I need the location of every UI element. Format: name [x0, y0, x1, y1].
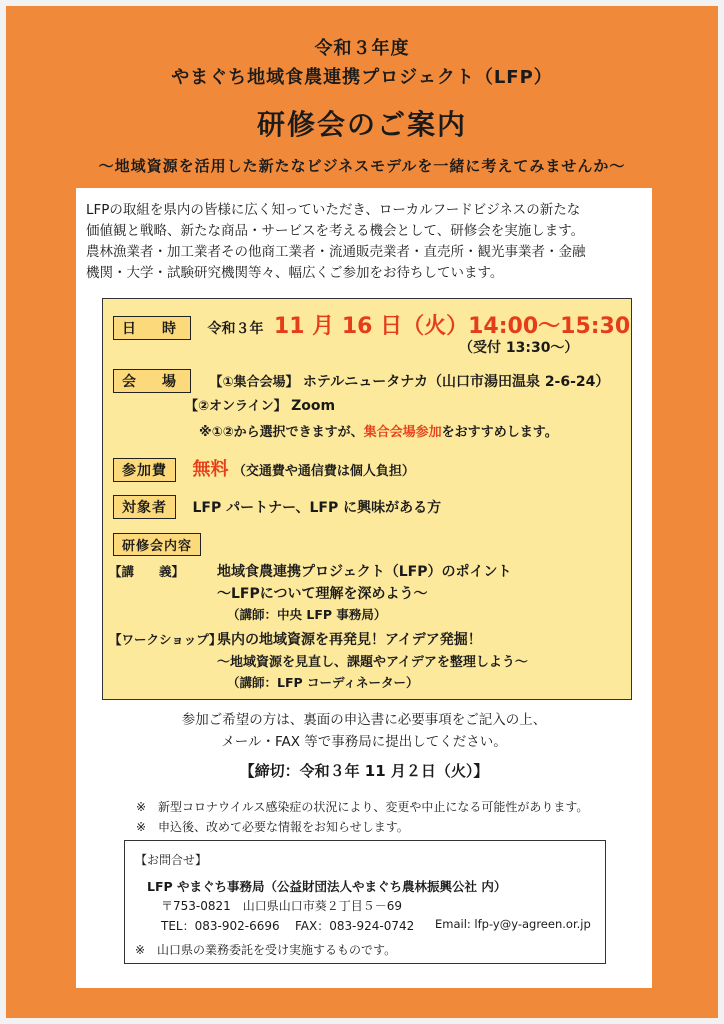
venue-note: [199, 421, 558, 440]
target-label: 対象者: [113, 495, 176, 519]
target-row: [113, 495, 441, 519]
venue2-tag: 【②オンライン】: [185, 399, 287, 414]
datetime-row: [113, 309, 630, 340]
content-label: 研修会内容: [113, 533, 201, 556]
venue-note-suffix: をおすすめします。: [441, 425, 558, 440]
lecture-sub: ～LFPについて理解を深めよう～: [217, 586, 428, 602]
contact-heading: 【お問合せ】: [135, 853, 208, 867]
lecture-speaker: （講師：中央 LFP 事務局）: [227, 607, 387, 622]
project-name: やまぐち地域食農連携プロジェクト（LFP）: [171, 67, 553, 88]
flyer-page: [6, 6, 718, 1018]
lecture-title: 地域食農連携プロジェクト（LFP）のポイント: [217, 564, 512, 580]
datetime-label: 日 時: [113, 316, 191, 340]
note-line: ※ 申込後、改めて必要な情報をお知らせします。: [136, 820, 409, 834]
datetime-era: 令和３年: [207, 321, 264, 337]
header: [6, 34, 718, 176]
workshop-speaker: （講師：LFP コーディネーター）: [227, 675, 419, 690]
venue2-row: [185, 395, 335, 414]
venue1-value: ホテルニュータナカ（山口市湯田温泉 2-6-24）: [302, 374, 610, 390]
venue-note-emph: 集合会場参加: [363, 425, 442, 440]
fee-value: 無料: [192, 459, 229, 480]
contact-footer: ※ 山口県の業務委託を受け実施するものです。: [135, 943, 397, 957]
intro-line: 農林漁業者・加工業者その他商工業者・流通販売業者・直売所・観光事業者・金融: [86, 244, 586, 260]
lecture-row: [109, 561, 511, 581]
contact-tel: TEL：083-902-6696: [161, 919, 280, 933]
page-title: 研修会のご案内: [256, 108, 467, 141]
workshop-tag: 【ワークショップ】: [109, 632, 222, 647]
venue-label: 会 場: [113, 369, 191, 393]
fiscal-year: 令和３年度: [314, 38, 410, 59]
fee-note: （交通費や通信費は個人負担）: [232, 464, 415, 479]
lecture-tag: 【講 義】: [109, 564, 185, 579]
venue-note-prefix: ※①②から選択できますが、: [199, 425, 364, 440]
reception-time: （受付 13:30～）: [459, 340, 579, 356]
note-line: ※ 新型コロナウイルス感染症の状況により、変更や中止になる可能性があります。: [136, 800, 589, 814]
contact-org: LFP やまぐち事務局（公益財団法人やまぐち農林振興公社 内）: [147, 879, 507, 894]
fee-row: [113, 455, 415, 482]
subtitle: ～地域資源を活用した新たなビジネスモデルを一緒に考えてみませんか～: [98, 157, 626, 175]
content-header-row: [113, 533, 201, 556]
workshop-title: 県内の地域資源を再発見！アイデア発掘！: [217, 632, 482, 648]
venue1-tag: 【①集合会場】: [209, 375, 299, 390]
contact-address: 〒753-0821 山口県山口市葵２丁目５－69: [161, 899, 403, 913]
target-value: LFP パートナー、LFP に興味がある方: [192, 500, 442, 516]
workshop-sub: ～地域資源を見直し、課題やアイデアを整理しよう～: [217, 655, 528, 670]
workshop-row: [109, 629, 482, 649]
venue2-value: Zoom: [291, 398, 336, 414]
details-box: [102, 298, 632, 700]
intro-line: 機関・大学・試験研究機関等々、幅広くご参加をお待ちしています。: [86, 265, 504, 281]
main-panel: [76, 188, 652, 988]
deadline: 【締切：令和３年 11 月２日（火）】: [239, 762, 489, 780]
intro-line: LFPの取組を県内の皆様に広く知っていただき、ローカルフードビジネスの新たな: [86, 202, 581, 218]
venue-row: [113, 369, 609, 393]
application-line: メール・FAX 等で事務局に提出してください。: [221, 734, 507, 750]
intro-text: [86, 200, 646, 284]
contact-box: [124, 840, 606, 964]
fee-label: 参加費: [113, 458, 176, 482]
contact-fax: FAX：083-924-0742: [295, 919, 415, 933]
contact-email: Email: lfp-y@y-agreen.or.jp: [435, 917, 591, 931]
application-line: 参加ご希望の方は、裏面の申込書に必要事項をご記入の上、: [181, 712, 547, 728]
datetime-value: 11 月 16 日（火）14:00～15:30: [273, 314, 631, 339]
intro-line: 価値観と戦略、新たな商品・サービスを考える機会として、研修会を実施します。: [86, 223, 585, 239]
